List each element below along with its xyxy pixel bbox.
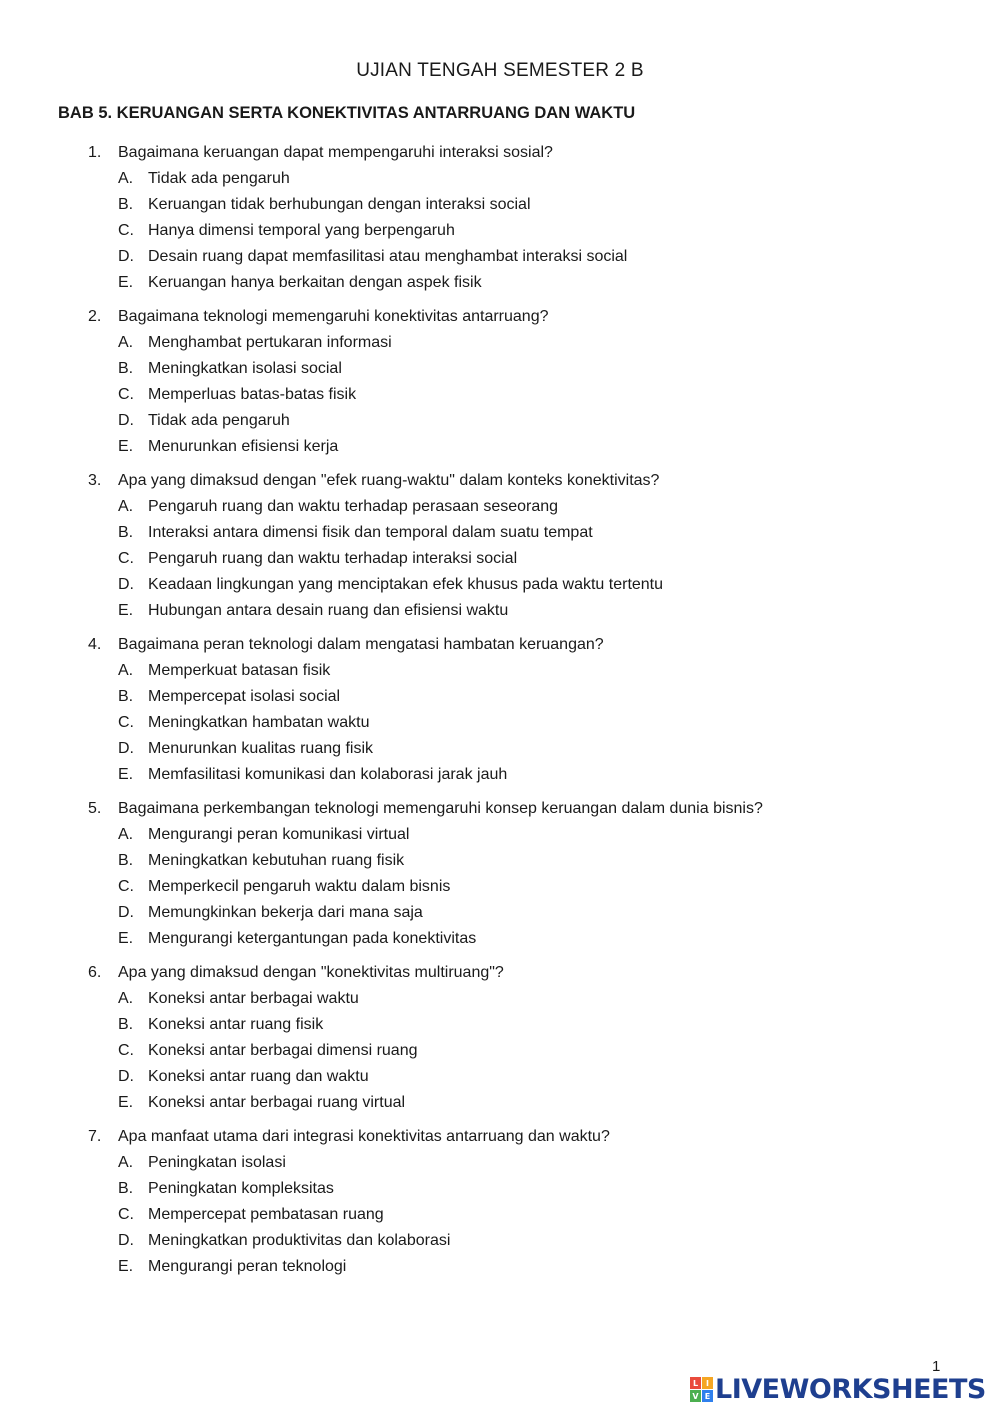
answer-option[interactable] (0, 926, 1000, 952)
question-number: 3. (88, 472, 102, 489)
option-letter: E. (118, 274, 134, 291)
question-number: 7. (88, 1128, 102, 1145)
option-letter: B. (118, 1180, 134, 1197)
option-text: Keruangan tidak berhubungan dengan interaksi social (148, 196, 531, 213)
option-text: Keruangan hanya berkaitan dengan aspek fisik (148, 274, 482, 291)
option-text: Menurunkan efisiensi kerja (148, 438, 339, 455)
answer-option[interactable] (0, 986, 1000, 1012)
option-letter: D. (118, 248, 134, 265)
option-letter: C. (118, 386, 134, 403)
option-text: Memperkecil pengaruh waktu dalam bisnis (148, 878, 451, 895)
option-text: Keadaan lingkungan yang menciptakan efek khusus pada waktu tertentu (148, 576, 664, 593)
option-letter: C. (118, 878, 134, 895)
question-stem (0, 304, 1000, 330)
option-letter: A. (118, 990, 134, 1007)
page-number: 1 (932, 1358, 941, 1375)
answer-option[interactable] (0, 382, 1000, 408)
answer-option[interactable] (0, 330, 1000, 356)
option-text: Menurunkan kualitas ruang fisik (148, 740, 374, 757)
option-text: Meningkatkan isolasi social (148, 360, 342, 377)
option-letter: E. (118, 438, 134, 455)
option-letter: C. (118, 222, 134, 239)
answer-option[interactable] (0, 434, 1000, 460)
option-letter: E. (118, 1258, 134, 1275)
question-1 (0, 140, 1000, 296)
option-text: Menghambat pertukaran informasi (148, 334, 392, 351)
question-text: Apa yang dimaksud dengan "efek ruang-waktu" dalam konteks konektivitas? (118, 472, 660, 489)
option-text: Peningkatan kompleksitas (148, 1180, 334, 1197)
question-list (0, 140, 1000, 1288)
option-letter: A. (118, 662, 134, 679)
answer-option[interactable] (0, 244, 1000, 270)
option-letter: E. (118, 602, 134, 619)
question-text: Bagaimana keruangan dapat mempengaruhi interaksi sosial? (118, 144, 553, 161)
question-3 (0, 468, 1000, 624)
answer-option[interactable] (0, 598, 1000, 624)
question-6 (0, 960, 1000, 1116)
answer-option[interactable] (0, 408, 1000, 434)
option-text: Meningkatkan kebutuhan ruang fisik (148, 852, 405, 869)
option-text: Memfasilitasi komunikasi dan kolaborasi jarak jauh (148, 766, 508, 783)
answer-option[interactable] (0, 822, 1000, 848)
option-letter: A. (118, 170, 134, 187)
option-letter: C. (118, 1206, 134, 1223)
answer-option[interactable] (0, 218, 1000, 244)
question-text: Bagaimana peran teknologi dalam mengatasi hambatan keruangan? (118, 636, 604, 653)
option-text: Hubungan antara desain ruang dan efisiensi waktu (148, 602, 509, 619)
answer-option[interactable] (0, 166, 1000, 192)
answer-option[interactable] (0, 900, 1000, 926)
answer-option[interactable] (0, 270, 1000, 296)
option-text: Meningkatkan produktivitas dan kolaborasi (148, 1232, 451, 1249)
option-text: Memungkinkan bekerja dari mana saja (148, 904, 423, 921)
option-text: Hanya dimensi temporal yang berpengaruh (148, 222, 455, 239)
answer-option[interactable] (0, 1090, 1000, 1116)
exam-title: UJIAN TENGAH SEMESTER 2 B (356, 60, 644, 81)
option-text: Interaksi antara dimensi fisik dan temporal dalam suatu tempat (148, 524, 593, 541)
question-5 (0, 796, 1000, 952)
option-letter: D. (118, 412, 134, 429)
answer-option[interactable] (0, 1176, 1000, 1202)
answer-option[interactable] (0, 1012, 1000, 1038)
option-text: Tidak ada pengaruh (148, 170, 290, 187)
brand-name: LIVEWORKSHEETS (715, 1373, 986, 1405)
answer-option[interactable] (0, 710, 1000, 736)
option-letter: D. (118, 740, 134, 757)
option-text: Desain ruang dapat memfasilitasi atau menghambat interaksi social (148, 248, 628, 265)
option-text: Peningkatan isolasi (148, 1154, 286, 1171)
answer-option[interactable] (0, 356, 1000, 382)
option-letter: A. (118, 1154, 134, 1171)
option-letter: B. (118, 688, 134, 705)
option-letter: D. (118, 1232, 134, 1249)
question-number: 1. (88, 144, 102, 161)
liveworksheets-logo (690, 1372, 986, 1406)
option-letter: A. (118, 826, 134, 843)
option-letter: C. (118, 714, 134, 731)
question-stem (0, 140, 1000, 166)
option-text: Koneksi antar ruang dan waktu (148, 1068, 369, 1085)
question-number: 5. (88, 800, 102, 817)
option-text: Koneksi antar berbagai ruang virtual (148, 1094, 406, 1111)
answer-option[interactable] (0, 874, 1000, 900)
logo-tile: I (702, 1377, 713, 1389)
answer-option[interactable] (0, 1038, 1000, 1064)
answer-option[interactable] (0, 192, 1000, 218)
question-2 (0, 304, 1000, 460)
option-letter: C. (118, 550, 134, 567)
option-letter: A. (118, 498, 134, 515)
option-text: Meningkatkan hambatan waktu (148, 714, 370, 731)
option-text: Koneksi antar ruang fisik (148, 1016, 324, 1033)
option-letter: E. (118, 766, 134, 783)
question-stem (0, 1124, 1000, 1150)
option-text: Koneksi antar berbagai dimensi ruang (148, 1042, 418, 1059)
answer-option[interactable] (0, 736, 1000, 762)
question-stem (0, 796, 1000, 822)
answer-option[interactable] (0, 494, 1000, 520)
question-text: Bagaimana teknologi memengaruhi konektivitas antarruang? (118, 308, 549, 325)
answer-option[interactable] (0, 684, 1000, 710)
answer-option[interactable] (0, 762, 1000, 788)
option-text: Pengaruh ruang dan waktu terhadap interaksi social (148, 550, 518, 567)
option-text: Mengurangi peran komunikasi virtual (148, 826, 410, 843)
option-letter: B. (118, 196, 134, 213)
question-number: 2. (88, 308, 102, 325)
option-letter: E. (118, 1094, 134, 1111)
option-text: Koneksi antar berbagai waktu (148, 990, 359, 1007)
question-text: Apa yang dimaksud dengan "konektivitas multiruang"? (118, 964, 504, 981)
option-letter: E. (118, 930, 134, 947)
option-letter: B. (118, 852, 134, 869)
question-4 (0, 632, 1000, 788)
logo-tile: L (690, 1377, 701, 1389)
answer-option[interactable] (0, 1228, 1000, 1254)
option-letter: D. (118, 1068, 134, 1085)
answer-option[interactable] (0, 546, 1000, 572)
answer-option[interactable] (0, 658, 1000, 684)
option-text: Pengaruh ruang dan waktu terhadap perasaan seseorang (148, 498, 559, 515)
question-number: 6. (88, 964, 102, 981)
option-letter: B. (118, 360, 134, 377)
question-stem (0, 468, 1000, 494)
answer-option[interactable] (0, 848, 1000, 874)
option-letter: B. (118, 1016, 134, 1033)
question-stem (0, 632, 1000, 658)
option-text: Mengurangi peran teknologi (148, 1258, 347, 1275)
option-text: Tidak ada pengaruh (148, 412, 290, 429)
answer-option[interactable] (0, 1064, 1000, 1090)
answer-option[interactable] (0, 572, 1000, 598)
option-letter: B. (118, 524, 134, 541)
question-number: 4. (88, 636, 102, 653)
answer-option[interactable] (0, 1202, 1000, 1228)
option-letter: D. (118, 904, 134, 921)
option-text: Mempercepat isolasi social (148, 688, 341, 705)
logo-tile: E (702, 1390, 713, 1402)
question-stem (0, 960, 1000, 986)
logo-tile: V (690, 1390, 701, 1402)
answer-option[interactable] (0, 1254, 1000, 1280)
question-text: Bagaimana perkembangan teknologi memengaruhi konsep keruangan dalam dunia bisnis? (118, 800, 763, 817)
answer-option[interactable] (0, 520, 1000, 546)
question-7 (0, 1124, 1000, 1280)
option-letter: C. (118, 1042, 134, 1059)
option-text: Mengurangi ketergantungan pada konektivitas (148, 930, 477, 947)
question-text: Apa manfaat utama dari integrasi konektivitas antarruang dan waktu? (118, 1128, 610, 1145)
option-text: Memperkuat batasan fisik (148, 662, 331, 679)
option-text: Memperluas batas-batas fisik (148, 386, 357, 403)
logo-grid-icon (690, 1377, 712, 1401)
answer-option[interactable] (0, 1150, 1000, 1176)
chapter-heading: BAB 5. KERUANGAN SERTA KONEKTIVITAS ANTARRUANG DAN WAKTU (58, 104, 636, 122)
option-text: Mempercepat pembatasan ruang (148, 1206, 384, 1223)
option-letter: D. (118, 576, 134, 593)
option-letter: A. (118, 334, 134, 351)
